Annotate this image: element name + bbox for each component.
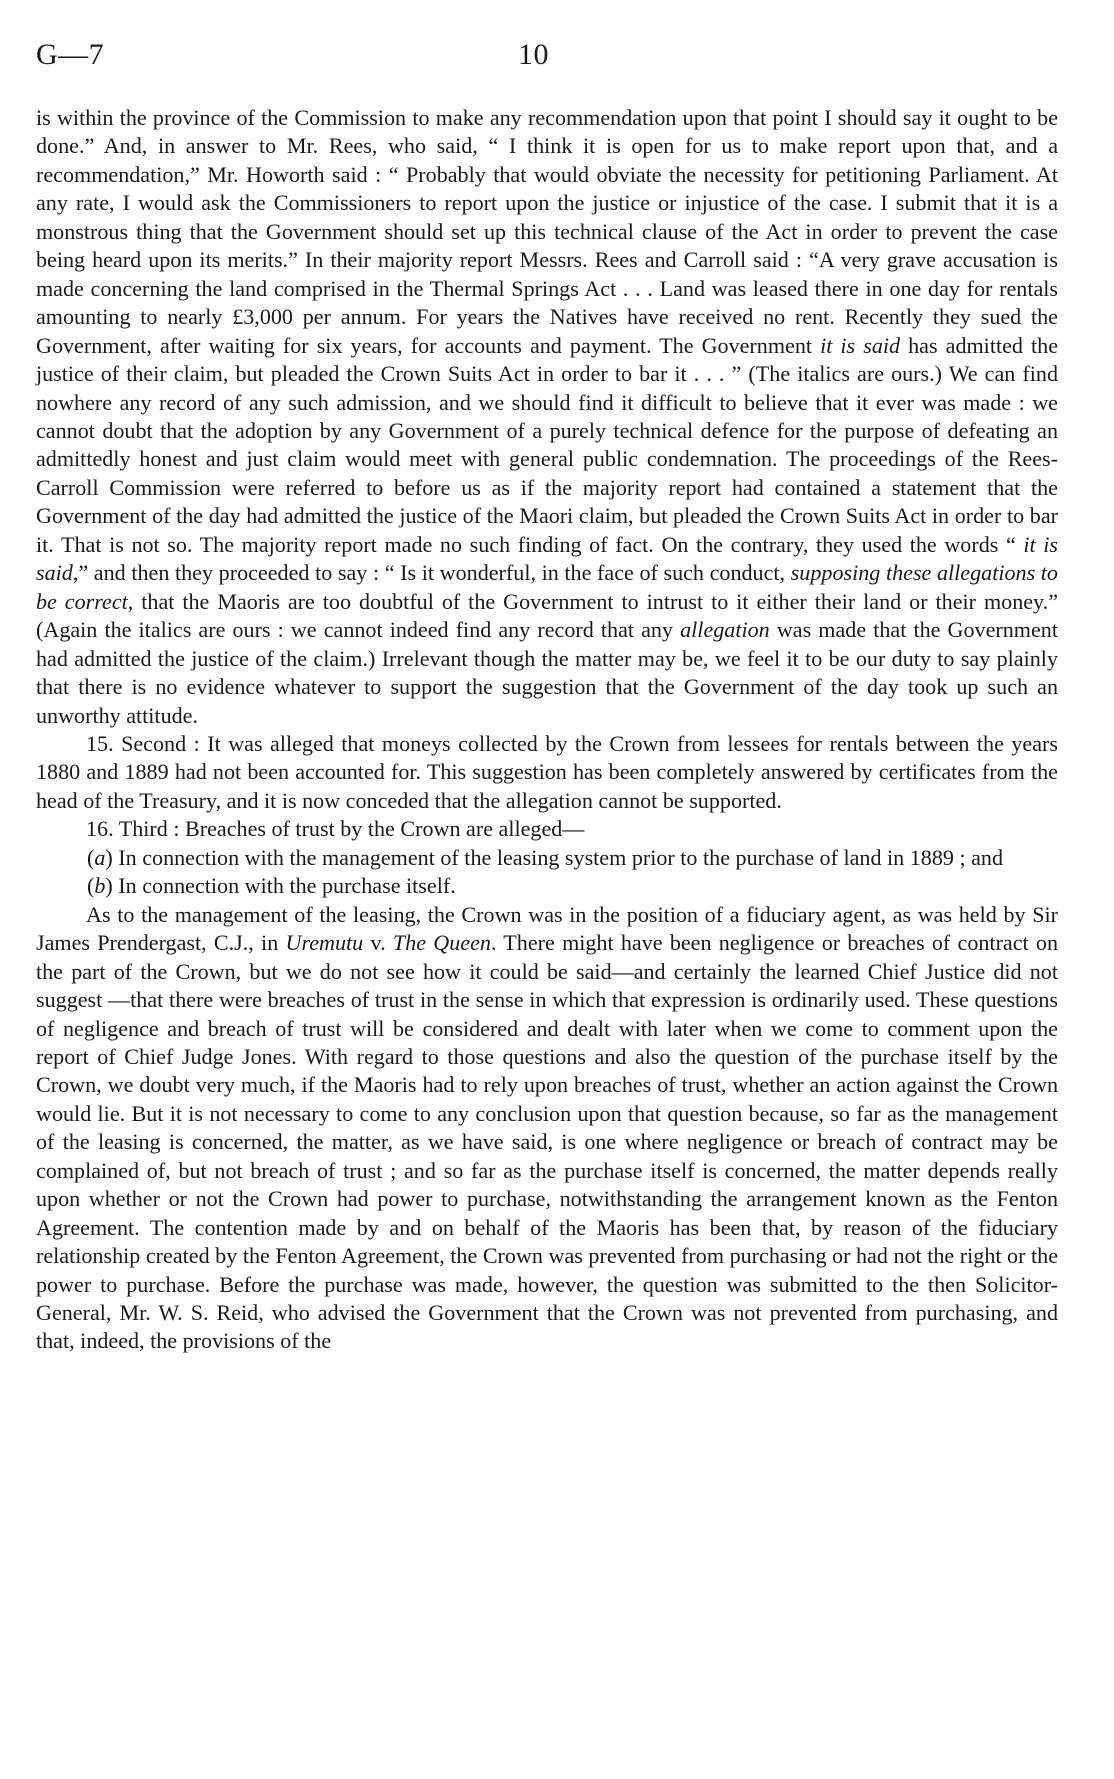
text-run: it is said bbox=[36, 531, 1059, 586]
body-text bbox=[36, 104, 1058, 1356]
paragraph-p5 bbox=[36, 872, 1058, 900]
paragraph-p6 bbox=[36, 901, 1058, 1356]
text-run: Uremutu bbox=[285, 930, 364, 956]
text-run: ) In connection with the management of the leasing system prior to the purchase of land in 1889 ; and bbox=[105, 844, 1004, 870]
text-run: has admitted the justice of their claim, but pleaded the Crown Suits Act in order to bar it . . . ” (The italics are ours.) We can find nowhere any record of any such admission, and we should find it difficult to believe that it ever was made : we cannot doubt that the adoption by any Government of a purely technical defence for the purpose of defeating an admittedly honest and just claim would meet with general public condemnation. The proceedings of the Rees-Carroll Commission were referred to before us as if the majority report had contained a statement that the Government of the day had admitted the justice of the Maori claim, but pleaded the Crown Suits Act in order to bar it. That is not so. The majority report made no such finding of fact. On the contrary, they used the words “ bbox=[36, 332, 1059, 557]
text-run: is within the province of the Commission to make any recommendation upon that point I should say it ought to be done.” And, in answer to Mr. Rees, who said, “ I think it is open for us to make report upon that, and a recommendation,” Mr. Howorth said : “ Probably that would obviate the necessity for petitioning Parliament. At any rate, I would ask the Commissioners to report upon the justice or injustice of the case. I submit that it is a monstrous thing that the Government should set up this technical clause of the Act in order to prevent the case being heard upon its merits.” In their majority report Messrs. Rees and Carroll said : “A very grave accusation is made concerning the land comprised in the Thermal Springs Act . . . Land was leased there in one day for rentals amounting to nearly £3,000 per annum. For years the Natives have received no rent. Recently they sued the Government, after waiting for six years, for accounts and payment. The Government bbox=[36, 105, 1058, 358]
paragraph-p1 bbox=[36, 104, 1058, 730]
text-run: 15. Second : It was alleged that moneys collected by the Crown from lessees for rentals between the years 1880 and 1889 had not been accounted for. This suggestion has been completely answered by certificates from the head of the Treasury, and it is now conceded that the allegation cannot be supported. bbox=[36, 730, 1058, 813]
text-run: 16. Third : Breaches of trust by the Crown are alleged— bbox=[86, 816, 585, 842]
text-run: ,” and then they proceeded to say : “ Is it wonderful, in the face of such conduct, bbox=[72, 560, 791, 586]
paragraph-p4 bbox=[36, 844, 1058, 872]
text-run: v. bbox=[363, 930, 393, 956]
text-run: , that the Maoris are too doubtful of the Government to intrust to it either their land or their money.” (Again the italics are ours : we cannot indeed find any record that any bbox=[36, 588, 1058, 643]
text-run: supposing these allegations to be correct bbox=[36, 560, 1058, 614]
text-run: As to the management of the leasing, the Crown was in the position of a fiduciary agent, as was held by Sir James Prendergast, C.J., in bbox=[36, 901, 1058, 956]
paragraph-p2 bbox=[36, 730, 1058, 815]
text-run: ) In connection with the purchase itself. bbox=[105, 873, 456, 899]
text-run: ( bbox=[87, 873, 95, 899]
text-run: it is said bbox=[820, 332, 901, 358]
page-number: 10 bbox=[518, 38, 549, 71]
text-run: ( bbox=[87, 844, 95, 870]
text-run: was made that the Government had admitted the justice of the claim.) Irrelevant though the matter may be, we feel it to be our duty to say plainly that there is no evidence whatever to support the suggestion that the Government of the day took up such an unworthy attitude. bbox=[36, 617, 1058, 728]
text-run: The Queen bbox=[392, 930, 491, 956]
text-run: . There might have been negligence or breaches of contract on the part of the Crown, but we do not see how it could be said—and certainly the learned Chief Justice did not suggest —that there were breaches of trust in the sense in which that expression is ordinarily used. These questions of negligence and breach of trust will be considered and dealt with later when we come to comment upon the report of Chief Judge Jones. With regard to those questions and also the question of the purchase itself by the Crown, we doubt very much, if the Maoris had to rely upon breaches of trust, whether an action against the Crown would lie. But it is not necessary to come to any conclusion upon that question because, so far as the management of the leasing is concerned, the matter, as we have said, is one where negligence or breach of contract may be complained of, but not breach of trust ; and so far as the purchase itself is concerned, the matter depends really upon whether or not the Crown had power to purchase, notwithstanding the arrangement known as the Fenton Agreement. The contention made by and on behalf of the Maoris has been that, by reason of the fiduciary relationship created by the Fenton Agreement, the Crown was prevented from purchasing or had not the right or the power to purchase. Before the purchase was made, however, the question was submitted to the then Solicitor-General, Mr. W. S. Reid, who advised the Government that the Crown was not prevented from purchasing, and that, indeed, the provisions of the bbox=[36, 930, 1059, 1354]
document-reference: G—7 bbox=[36, 38, 105, 71]
text-run: allegation bbox=[680, 617, 770, 643]
text-run: b bbox=[94, 873, 106, 899]
text-run: a bbox=[94, 844, 106, 870]
paragraph-p3 bbox=[36, 815, 1058, 843]
